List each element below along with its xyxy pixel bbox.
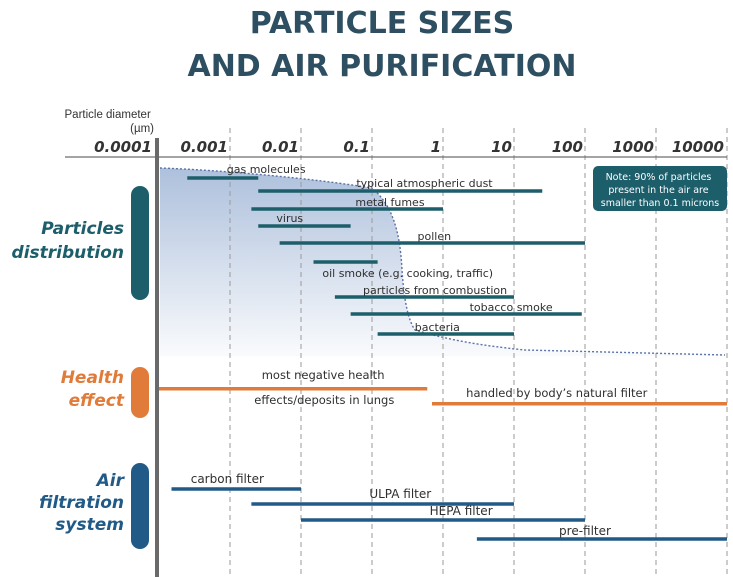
tick-label-10: 10 <box>491 138 512 156</box>
range-bar-handled-by-body-s-natural-filter <box>432 402 727 406</box>
tick-label-0-0001: 0.0001 <box>94 138 152 156</box>
range-bar-virus <box>258 224 350 228</box>
range-bar-gas-molecules <box>187 176 258 180</box>
note-box <box>593 166 727 211</box>
range-bar-carbon-filter <box>172 487 301 491</box>
range-bar-hepa-filter <box>301 518 585 522</box>
range-label-hepa-filter: HEPA filter <box>429 504 493 518</box>
range-label-virus: virus <box>276 212 304 225</box>
range-label-pre-filter: pre-filter <box>559 524 611 538</box>
range-label-bacteria: bacteria <box>414 321 460 334</box>
range-label-typical-atmospheric-dust: typical atmospheric dust <box>356 177 493 190</box>
tick-label-0-001: 0.001 <box>180 138 228 156</box>
range-label-effects-deposits: effects/deposits in lungs <box>254 393 395 407</box>
distribution-section-label: Particles distribution <box>11 219 124 263</box>
range-label-particles-from-combustion: particles from combustion <box>363 284 508 297</box>
tick-label-0-1: 0.1 <box>343 138 370 156</box>
tick-label-0-01: 0.01 <box>261 138 299 156</box>
range-label-metal-fumes: metal fumes <box>355 196 425 209</box>
range-label-oil-smoke-e-g-cooking-traffic: oil smoke (e.g. cooking, traffic) <box>322 267 494 280</box>
chart-title-line-2: AND AIR PURIFICATION <box>187 49 577 84</box>
chart-title-line-1: PARTICLE SIZES <box>249 6 515 41</box>
filtration-section-label: Air filtration system <box>39 471 124 535</box>
filtration-section-marker <box>131 463 149 549</box>
tick-label-100: 100 <box>551 138 583 156</box>
svg-text:Note: 90% of particles p: Note: 90% of particles present in the air are smaller than 0.1 microns <box>600 172 720 209</box>
range-label-tobacco-smoke: tobacco smoke <box>469 301 553 314</box>
range-label-handled-by-body-s-natural-filter: handled by body’s natural filter <box>466 386 648 400</box>
range-label-carbon-filter: carbon filter <box>190 472 264 486</box>
range-bar-most-negative-health <box>159 387 427 391</box>
range-label-ulpa-filter: ULPA filter <box>369 487 432 501</box>
health-section-marker <box>131 367 149 418</box>
axis-origin-line <box>155 138 159 577</box>
range-label-most-negative-health: most negative health <box>261 368 385 382</box>
tick-label-1: 1 <box>430 138 441 156</box>
range-label-gas-molecules: gas molecules <box>226 163 306 176</box>
tick-layer <box>94 138 724 156</box>
range-bar-oil-smoke-e-g-cooking-traffic <box>314 260 378 264</box>
tick-label-10000: 10000 <box>671 138 724 156</box>
axis-caption: Particle diameter (µm) <box>64 109 154 135</box>
distribution-section-marker <box>131 186 149 300</box>
tick-label-1000: 1000 <box>612 138 654 156</box>
section-markers <box>12 186 149 549</box>
health-section-label: Health effect <box>60 368 124 411</box>
range-label-pollen: pollen <box>417 230 452 243</box>
